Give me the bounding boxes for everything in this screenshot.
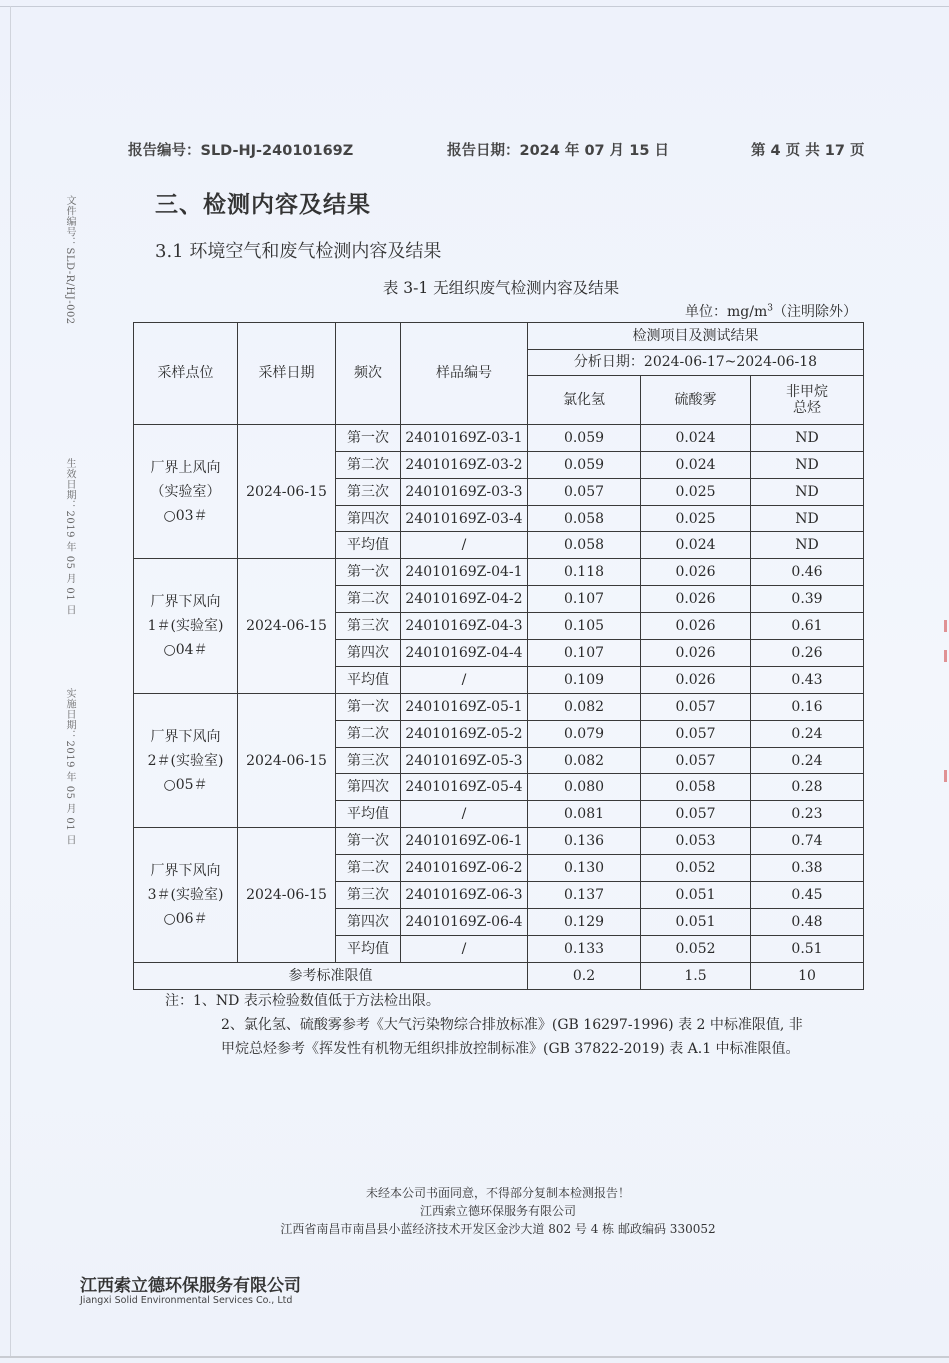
nmhc-value: 0.61	[751, 613, 864, 640]
hcl-value: 0.130	[528, 855, 641, 882]
table-row	[134, 693, 864, 720]
sample-number-cell: 24010169Z-04-4	[401, 640, 528, 667]
hcl-value: 0.057	[528, 478, 641, 505]
frequency-cell: 第四次	[336, 908, 401, 935]
nmhc-value: 0.48	[751, 908, 864, 935]
sample-number-cell: 24010169Z-05-1	[401, 693, 528, 720]
frequency-cell: 第一次	[336, 828, 401, 855]
hcl-value: 0.059	[528, 451, 641, 478]
footer-company: 江西索立德环保服务有限公司	[419, 1204, 576, 1218]
unit-label: 单位：$mg/m^3$（注明除外）	[685, 303, 857, 320]
sulfuric-acid-value: 0.057	[641, 720, 751, 747]
sample-number-cell: 24010169Z-04-1	[401, 559, 528, 586]
frequency-cell: 第二次	[336, 720, 401, 747]
header-nmhc: 非甲烷 总烃	[751, 375, 864, 424]
footer-copyright: 未经本公司书面同意，不得部分复制本检测报告！	[365, 1186, 630, 1200]
nmhc-value: 0.26	[751, 640, 864, 667]
sampling-location: 厂界下风向 2＃(实验室) ○05＃	[134, 693, 238, 827]
header-analysis-date: 分析日期：2024-06-17~2024-06-18	[528, 349, 864, 375]
header-test-group: 检测项目及测试结果	[528, 323, 864, 350]
sample-number-cell: /	[401, 666, 528, 693]
ink-mark	[944, 770, 947, 782]
page-border-left	[10, 6, 11, 1358]
header-hydrogen-chloride: 氯化氢	[528, 375, 641, 424]
company-logo-cn: 江西索立德环保服务有限公司	[80, 1276, 301, 1296]
hcl-value: 0.107	[528, 640, 641, 667]
sulfuric-acid-value: 0.052	[641, 935, 751, 962]
hcl-value: 0.058	[528, 505, 641, 532]
frequency-cell: 第二次	[336, 586, 401, 613]
frequency-cell: 平均值	[336, 532, 401, 559]
frequency-cell: 第三次	[336, 747, 401, 774]
sample-number-cell: 24010169Z-06-1	[401, 828, 528, 855]
hcl-value: 0.118	[528, 559, 641, 586]
sulfuric-acid-value: 0.057	[641, 693, 751, 720]
sampling-date: 2024-06-15	[238, 828, 336, 962]
table-row	[134, 559, 864, 586]
table-row	[134, 424, 864, 451]
sampling-location: 厂界上风向 （实验室） ○03＃	[134, 424, 238, 558]
sampling-date: 2024-06-15	[238, 559, 336, 693]
ink-mark	[944, 650, 947, 662]
header-sulfuric-acid-mist: 硫酸雾	[641, 375, 751, 424]
frequency-cell: 第二次	[336, 855, 401, 882]
frequency-cell: 第二次	[336, 451, 401, 478]
frequency-cell: 平均值	[336, 801, 401, 828]
nmhc-value: ND	[751, 505, 864, 532]
frequency-cell: 第三次	[336, 478, 401, 505]
sampling-location: 厂界下风向 3＃(实验室) ○06＃	[134, 828, 238, 962]
sample-number-cell: 24010169Z-03-1	[401, 424, 528, 451]
frequency-cell: 第一次	[336, 559, 401, 586]
hcl-value: 0.082	[528, 693, 641, 720]
note-2-continued: 甲烷总烃参考《挥发性有机物无组织排放控制标准》(GB 37822-2019) 表 A.1 中标准限值。	[221, 1041, 800, 1057]
nmhc-value: 0.45	[751, 882, 864, 909]
report-date: 报告日期：2024 年 07 月 15 日	[447, 143, 669, 159]
sample-number-cell: 24010169Z-05-3	[401, 747, 528, 774]
hcl-value: 0.136	[528, 828, 641, 855]
sample-number-cell: 24010169Z-03-3	[401, 478, 528, 505]
nmhc-value: ND	[751, 424, 864, 451]
sulfuric-acid-value: 0.025	[641, 505, 751, 532]
table-caption: 表 3-1 无组织废气检测内容及结果	[382, 279, 620, 297]
sulfuric-acid-value: 0.025	[641, 478, 751, 505]
side-implement-date: 实施日期：2019 年 05 月 01 日	[64, 688, 75, 846]
hcl-value: 0.081	[528, 801, 641, 828]
sulfuric-acid-value: 0.057	[641, 801, 751, 828]
header-date: 采样日期	[238, 323, 336, 425]
limit-row	[134, 962, 864, 989]
note-1: 注：1、ND 表示检验数值低于方法检出限。	[165, 993, 440, 1009]
frequency-cell: 平均值	[336, 666, 401, 693]
sample-number-cell: 24010169Z-03-4	[401, 505, 528, 532]
nmhc-value: 0.16	[751, 693, 864, 720]
page-border-bottom	[0, 1356, 949, 1358]
sample-number-cell: 24010169Z-06-4	[401, 908, 528, 935]
hcl-value: 0.058	[528, 532, 641, 559]
section-title: 三、检测内容及结果	[155, 191, 371, 218]
sulfuric-acid-value: 0.051	[641, 882, 751, 909]
header-sample-number: 样品编号	[401, 323, 528, 425]
nmhc-value: 0.38	[751, 855, 864, 882]
limit-value: 0.2	[528, 962, 641, 989]
sulfuric-acid-value: 0.053	[641, 828, 751, 855]
frequency-cell: 第四次	[336, 640, 401, 667]
hcl-value: 0.129	[528, 908, 641, 935]
page-border-top	[0, 6, 949, 7]
sample-number-cell: 24010169Z-04-3	[401, 613, 528, 640]
side-effective-date: 生效日期：2019 年 05 月 01 日	[64, 458, 75, 616]
frequency-cell: 第四次	[336, 774, 401, 801]
nmhc-value: 0.46	[751, 559, 864, 586]
limit-value: 1.5	[641, 962, 751, 989]
nmhc-value: ND	[751, 478, 864, 505]
report-number: 报告编号：SLD-HJ-24010169Z	[128, 143, 354, 159]
header-location: 采样点位	[134, 323, 238, 425]
limit-label: 参考标准限值	[134, 962, 528, 989]
table-row	[134, 828, 864, 855]
nmhc-value: ND	[751, 451, 864, 478]
frequency-cell: 平均值	[336, 935, 401, 962]
side-file-number: 文件编号：SLD-R/HJ-002	[64, 195, 75, 325]
hcl-value: 0.082	[528, 747, 641, 774]
nmhc-value: 0.28	[751, 774, 864, 801]
ink-mark	[944, 620, 947, 632]
hcl-value: 0.107	[528, 586, 641, 613]
sample-number-cell: /	[401, 935, 528, 962]
hcl-value: 0.105	[528, 613, 641, 640]
notes	[165, 989, 803, 1061]
frequency-cell: 第三次	[336, 613, 401, 640]
sample-number-cell: 24010169Z-04-2	[401, 586, 528, 613]
sulfuric-acid-value: 0.026	[641, 586, 751, 613]
frequency-cell: 第四次	[336, 505, 401, 532]
frequency-cell: 第三次	[336, 882, 401, 909]
sample-number-cell: 24010169Z-06-2	[401, 855, 528, 882]
nmhc-value: 0.51	[751, 935, 864, 962]
hcl-value: 0.080	[528, 774, 641, 801]
sulfuric-acid-value: 0.057	[641, 747, 751, 774]
sample-number-cell: 24010169Z-03-2	[401, 451, 528, 478]
sampling-date: 2024-06-15	[238, 693, 336, 827]
sulfuric-acid-value: 0.024	[641, 451, 751, 478]
sulfuric-acid-value: 0.052	[641, 855, 751, 882]
company-logo-en: Jiangxi Solid Environmental Services Co., Ltd	[80, 1295, 293, 1306]
subsection-title: 3.1 环境空气和废气检测内容及结果	[155, 241, 442, 262]
hcl-value: 0.133	[528, 935, 641, 962]
nmhc-value: 0.23	[751, 801, 864, 828]
hcl-value: 0.079	[528, 720, 641, 747]
sulfuric-acid-value: 0.026	[641, 613, 751, 640]
sulfuric-acid-value: 0.026	[641, 640, 751, 667]
sampling-date: 2024-06-15	[238, 424, 336, 558]
hcl-value: 0.137	[528, 882, 641, 909]
frequency-cell: 第一次	[336, 693, 401, 720]
page-number: 第 4 页 共 17 页	[751, 143, 865, 159]
sulfuric-acid-value: 0.026	[641, 559, 751, 586]
nmhc-value: ND	[751, 532, 864, 559]
sulfuric-acid-value: 0.026	[641, 666, 751, 693]
nmhc-value: 0.39	[751, 586, 864, 613]
results-table	[133, 322, 864, 990]
sample-number-cell: /	[401, 801, 528, 828]
sampling-location: 厂界下风向 1＃(实验室) ○04＃	[134, 559, 238, 693]
header-frequency: 频次	[336, 323, 401, 425]
nmhc-value: 0.24	[751, 747, 864, 774]
sulfuric-acid-value: 0.024	[641, 532, 751, 559]
sulfuric-acid-value: 0.058	[641, 774, 751, 801]
sample-number-cell: 24010169Z-05-4	[401, 774, 528, 801]
limit-value: 10	[751, 962, 864, 989]
nmhc-value: 0.24	[751, 720, 864, 747]
frequency-cell: 第一次	[336, 424, 401, 451]
hcl-value: 0.109	[528, 666, 641, 693]
sample-number-cell: 24010169Z-05-2	[401, 720, 528, 747]
nmhc-value: 0.74	[751, 828, 864, 855]
footer-address: 江西省南昌市南昌县小蓝经济技术开发区金沙大道 802 号 4 栋 邮政编码 330052	[280, 1222, 716, 1236]
sample-number-cell: /	[401, 532, 528, 559]
hcl-value: 0.059	[528, 424, 641, 451]
nmhc-value: 0.43	[751, 666, 864, 693]
sample-number-cell: 24010169Z-06-3	[401, 882, 528, 909]
sulfuric-acid-value: 0.051	[641, 908, 751, 935]
sulfuric-acid-value: 0.024	[641, 424, 751, 451]
note-2: 2、氯化氢、硫酸雾参考《大气污染物综合排放标准》(GB 16297-1996) 表 2 中标准限值, 非	[221, 1017, 803, 1033]
